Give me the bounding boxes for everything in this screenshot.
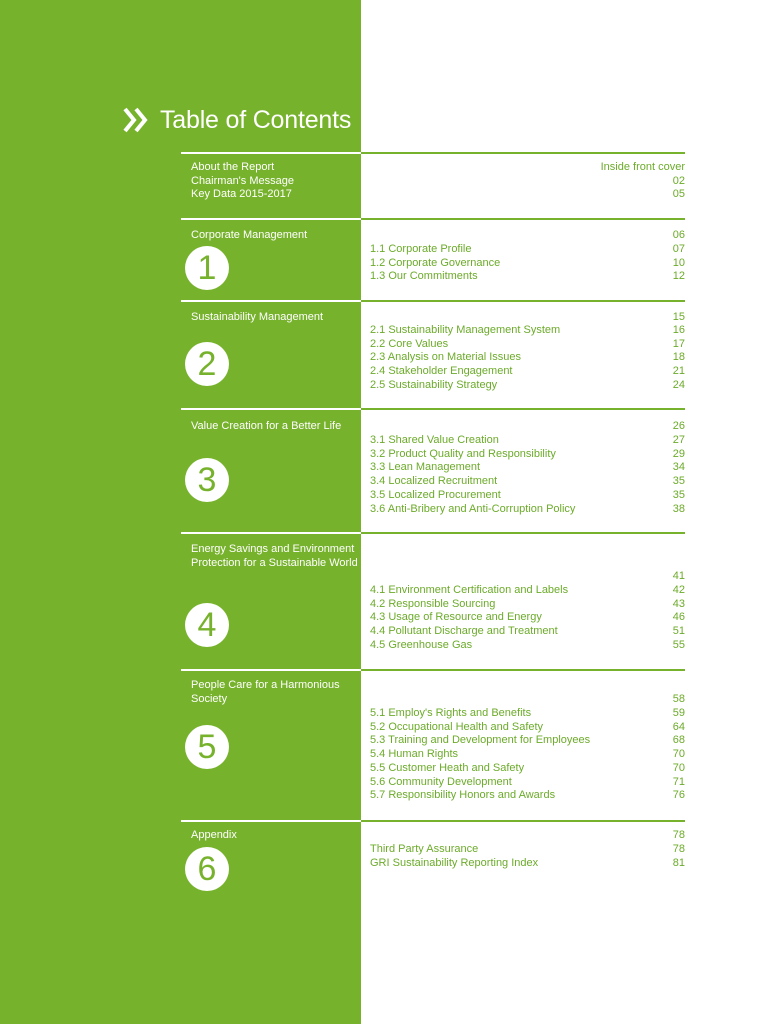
entry-page-number: 10 <box>672 256 685 269</box>
toc-entry[interactable] <box>370 460 685 474</box>
entry-page-number: 76 <box>672 789 685 802</box>
section-title[interactable]: Corporate Management <box>191 229 308 241</box>
section-title[interactable]: Value Creation for a Better Life <box>191 420 342 432</box>
entry-label: 2.1 Sustainability Management System <box>370 324 561 336</box>
section-divider <box>181 669 685 671</box>
title-row <box>122 100 351 140</box>
entry-label: 5.2 Occupational Health and Safety <box>370 720 544 733</box>
toc-entry[interactable] <box>370 720 685 734</box>
toc-entry[interactable] <box>370 747 685 761</box>
section-number-badge: 2 <box>185 342 229 386</box>
entry-label: 4.1 Environment Certification and Labels <box>370 584 569 596</box>
entry-label: 5.3 Training and Development for Employees <box>370 734 591 747</box>
entry-label: 3.4 Localized Recruitment <box>370 475 498 488</box>
entry-label: 1.3 Our Commitments <box>370 270 478 283</box>
front-matter-page[interactable] <box>370 174 685 188</box>
entry-page-number: 18 <box>672 351 685 364</box>
toc-entry[interactable] <box>370 228 685 242</box>
entry-label: 5.5 Customer Heath and Safety <box>370 761 525 774</box>
toc-entry[interactable] <box>370 583 685 597</box>
entry-page-number: 21 <box>672 365 685 378</box>
divider-right-segment <box>361 669 685 671</box>
toc-entry[interactable] <box>370 775 685 789</box>
divider-right-segment <box>361 218 685 220</box>
front-matter-page[interactable] <box>370 160 685 174</box>
entry-label: 4.5 Greenhouse Gas <box>370 638 473 651</box>
section-divider <box>181 820 685 822</box>
entry-page-number: 46 <box>672 611 685 624</box>
entry-page-number: 81 <box>672 856 685 869</box>
entry-page-number: 26 <box>672 420 685 432</box>
toc-entry[interactable] <box>370 828 685 842</box>
entry-label: 5.4 Human Rights <box>370 748 459 761</box>
entry-page-number: 29 <box>672 447 685 460</box>
entry-label: 5.1 Employ's Rights and Benefits <box>370 707 532 719</box>
entry-page-number: 05 <box>672 188 685 201</box>
section-divider <box>181 152 685 154</box>
front-matter-title[interactable]: About the Report <box>191 161 275 173</box>
toc-entry[interactable] <box>370 474 685 488</box>
divider-right-segment <box>361 300 685 302</box>
toc-entry[interactable] <box>370 269 685 283</box>
toc-entry[interactable] <box>370 624 685 638</box>
toc-entry[interactable] <box>370 419 685 433</box>
toc-entry[interactable] <box>370 638 685 652</box>
entry-page-number: 38 <box>672 502 685 515</box>
front-matter-page[interactable] <box>370 187 685 201</box>
toc-entry[interactable] <box>370 610 685 624</box>
entry-page-number: 15 <box>672 311 685 323</box>
toc-entry[interactable] <box>370 364 685 378</box>
entry-page-number: 27 <box>672 434 685 446</box>
entry-page-number: 70 <box>672 748 685 761</box>
toc-entry[interactable] <box>370 788 685 802</box>
toc-entry[interactable] <box>370 378 685 392</box>
entry-page-number: 59 <box>672 707 685 719</box>
entry-page-number: 06 <box>672 229 685 241</box>
entry-label: 2.3 Analysis on Material Issues <box>370 351 522 364</box>
entry-page-number: 07 <box>672 243 685 255</box>
entry-label: 3.2 Product Quality and Responsibility <box>370 447 556 460</box>
entry-page-number: 12 <box>672 270 685 283</box>
entry-label: 1.1 Corporate Profile <box>370 243 472 255</box>
page-title: Table of Contents <box>160 105 352 134</box>
divider-right-segment <box>361 408 685 410</box>
toc-entry[interactable] <box>370 597 685 611</box>
section-number-badge: 3 <box>185 458 229 502</box>
section-number-badge: 5 <box>185 725 229 769</box>
toc-entry[interactable] <box>370 433 685 447</box>
entry-page-number: 51 <box>672 625 685 638</box>
toc-entry[interactable] <box>370 310 685 324</box>
toc-entry[interactable] <box>370 256 685 270</box>
divider-right-segment <box>361 152 685 154</box>
entry-page-number: 02 <box>672 174 685 187</box>
entry-page-number: 64 <box>672 720 685 733</box>
section-divider <box>181 532 685 534</box>
entry-page-number: 70 <box>672 761 685 774</box>
section-number-badge: 6 <box>185 847 229 891</box>
entry-label: 3.1 Shared Value Creation <box>370 434 499 446</box>
toc-entry[interactable] <box>370 706 685 720</box>
entry-label: 3.3 Lean Management <box>370 461 481 474</box>
entry-page-number: 17 <box>672 337 685 350</box>
entry-label: 2.5 Sustainability Strategy <box>370 378 498 391</box>
toc-entry[interactable] <box>370 856 685 870</box>
toc-entry[interactable] <box>370 350 685 364</box>
entry-page-number: 43 <box>672 597 685 610</box>
toc-entry[interactable] <box>370 502 685 516</box>
entry-page-number: 78 <box>672 843 685 855</box>
divider-right-segment <box>361 532 685 534</box>
entry-label: 3.6 Anti-Bribery and Anti-Corruption Policy <box>370 502 576 515</box>
entry-page-number: 71 <box>672 775 685 788</box>
entry-label: Third Party Assurance <box>370 843 479 855</box>
entry-label: 4.4 Pollutant Discharge and Treatment <box>370 625 558 638</box>
section-divider <box>181 300 685 302</box>
entry-label: 4.3 Usage of Resource and Energy <box>370 611 542 624</box>
section-title[interactable]: Appendix <box>191 829 237 841</box>
entry-page-number: 78 <box>672 829 685 841</box>
divider-right-segment <box>361 820 685 822</box>
entry-label: 2.2 Core Values <box>370 337 449 350</box>
toc-entry[interactable] <box>370 569 685 583</box>
toc-entry[interactable] <box>370 323 685 337</box>
toc-entry[interactable] <box>370 337 685 351</box>
entry-label: 5.6 Community Development <box>370 775 512 788</box>
entry-label: 3.5 Localized Procurement <box>370 488 501 501</box>
entry-page-number: 42 <box>672 584 685 596</box>
entry-label: 5.7 Responsibility Honors and Awards <box>370 789 556 802</box>
entry-page-number: 24 <box>672 378 685 391</box>
entry-page-number: 34 <box>672 461 685 474</box>
toc-entry[interactable] <box>370 692 685 706</box>
toc-entry[interactable] <box>370 447 685 461</box>
section-number-badge: 1 <box>185 246 229 290</box>
entry-page-number: Inside front cover <box>600 161 685 173</box>
double-chevron-right-icon <box>122 106 150 134</box>
section-number-badge: 4 <box>185 603 229 647</box>
entry-label: 1.2 Corporate Governance <box>370 256 501 269</box>
section-divider <box>181 408 685 410</box>
toc-entry[interactable] <box>370 488 685 502</box>
toc-entry[interactable] <box>370 733 685 747</box>
section-title[interactable]: Sustainability Management <box>191 311 324 323</box>
entry-page-number: 35 <box>672 475 685 488</box>
entry-page-number: 35 <box>672 488 685 501</box>
front-matter-title[interactable]: Key Data 2015-2017 <box>191 188 292 201</box>
entry-label: 4.2 Responsible Sourcing <box>370 597 496 610</box>
toc-entry[interactable] <box>370 242 685 256</box>
toc-entry[interactable] <box>370 761 685 775</box>
toc-entry[interactable] <box>370 842 685 856</box>
entry-page-number: 55 <box>672 638 685 651</box>
entry-page-number: 16 <box>672 324 685 336</box>
entry-label: GRI Sustainability Reporting Index <box>370 856 539 869</box>
section-divider <box>181 218 685 220</box>
entry-page-number: 41 <box>672 570 685 582</box>
entry-page-number: 68 <box>672 734 685 747</box>
section-title[interactable]: Energy Savings and Environment Protection for a Sustainable World <box>191 543 358 569</box>
section-title[interactable]: People Care for a Harmonious Society <box>191 679 340 705</box>
entry-label: 2.4 Stakeholder Engagement <box>370 365 513 378</box>
entry-page-number: 58 <box>672 693 685 705</box>
front-matter-title[interactable]: Chairman's Message <box>191 174 294 187</box>
